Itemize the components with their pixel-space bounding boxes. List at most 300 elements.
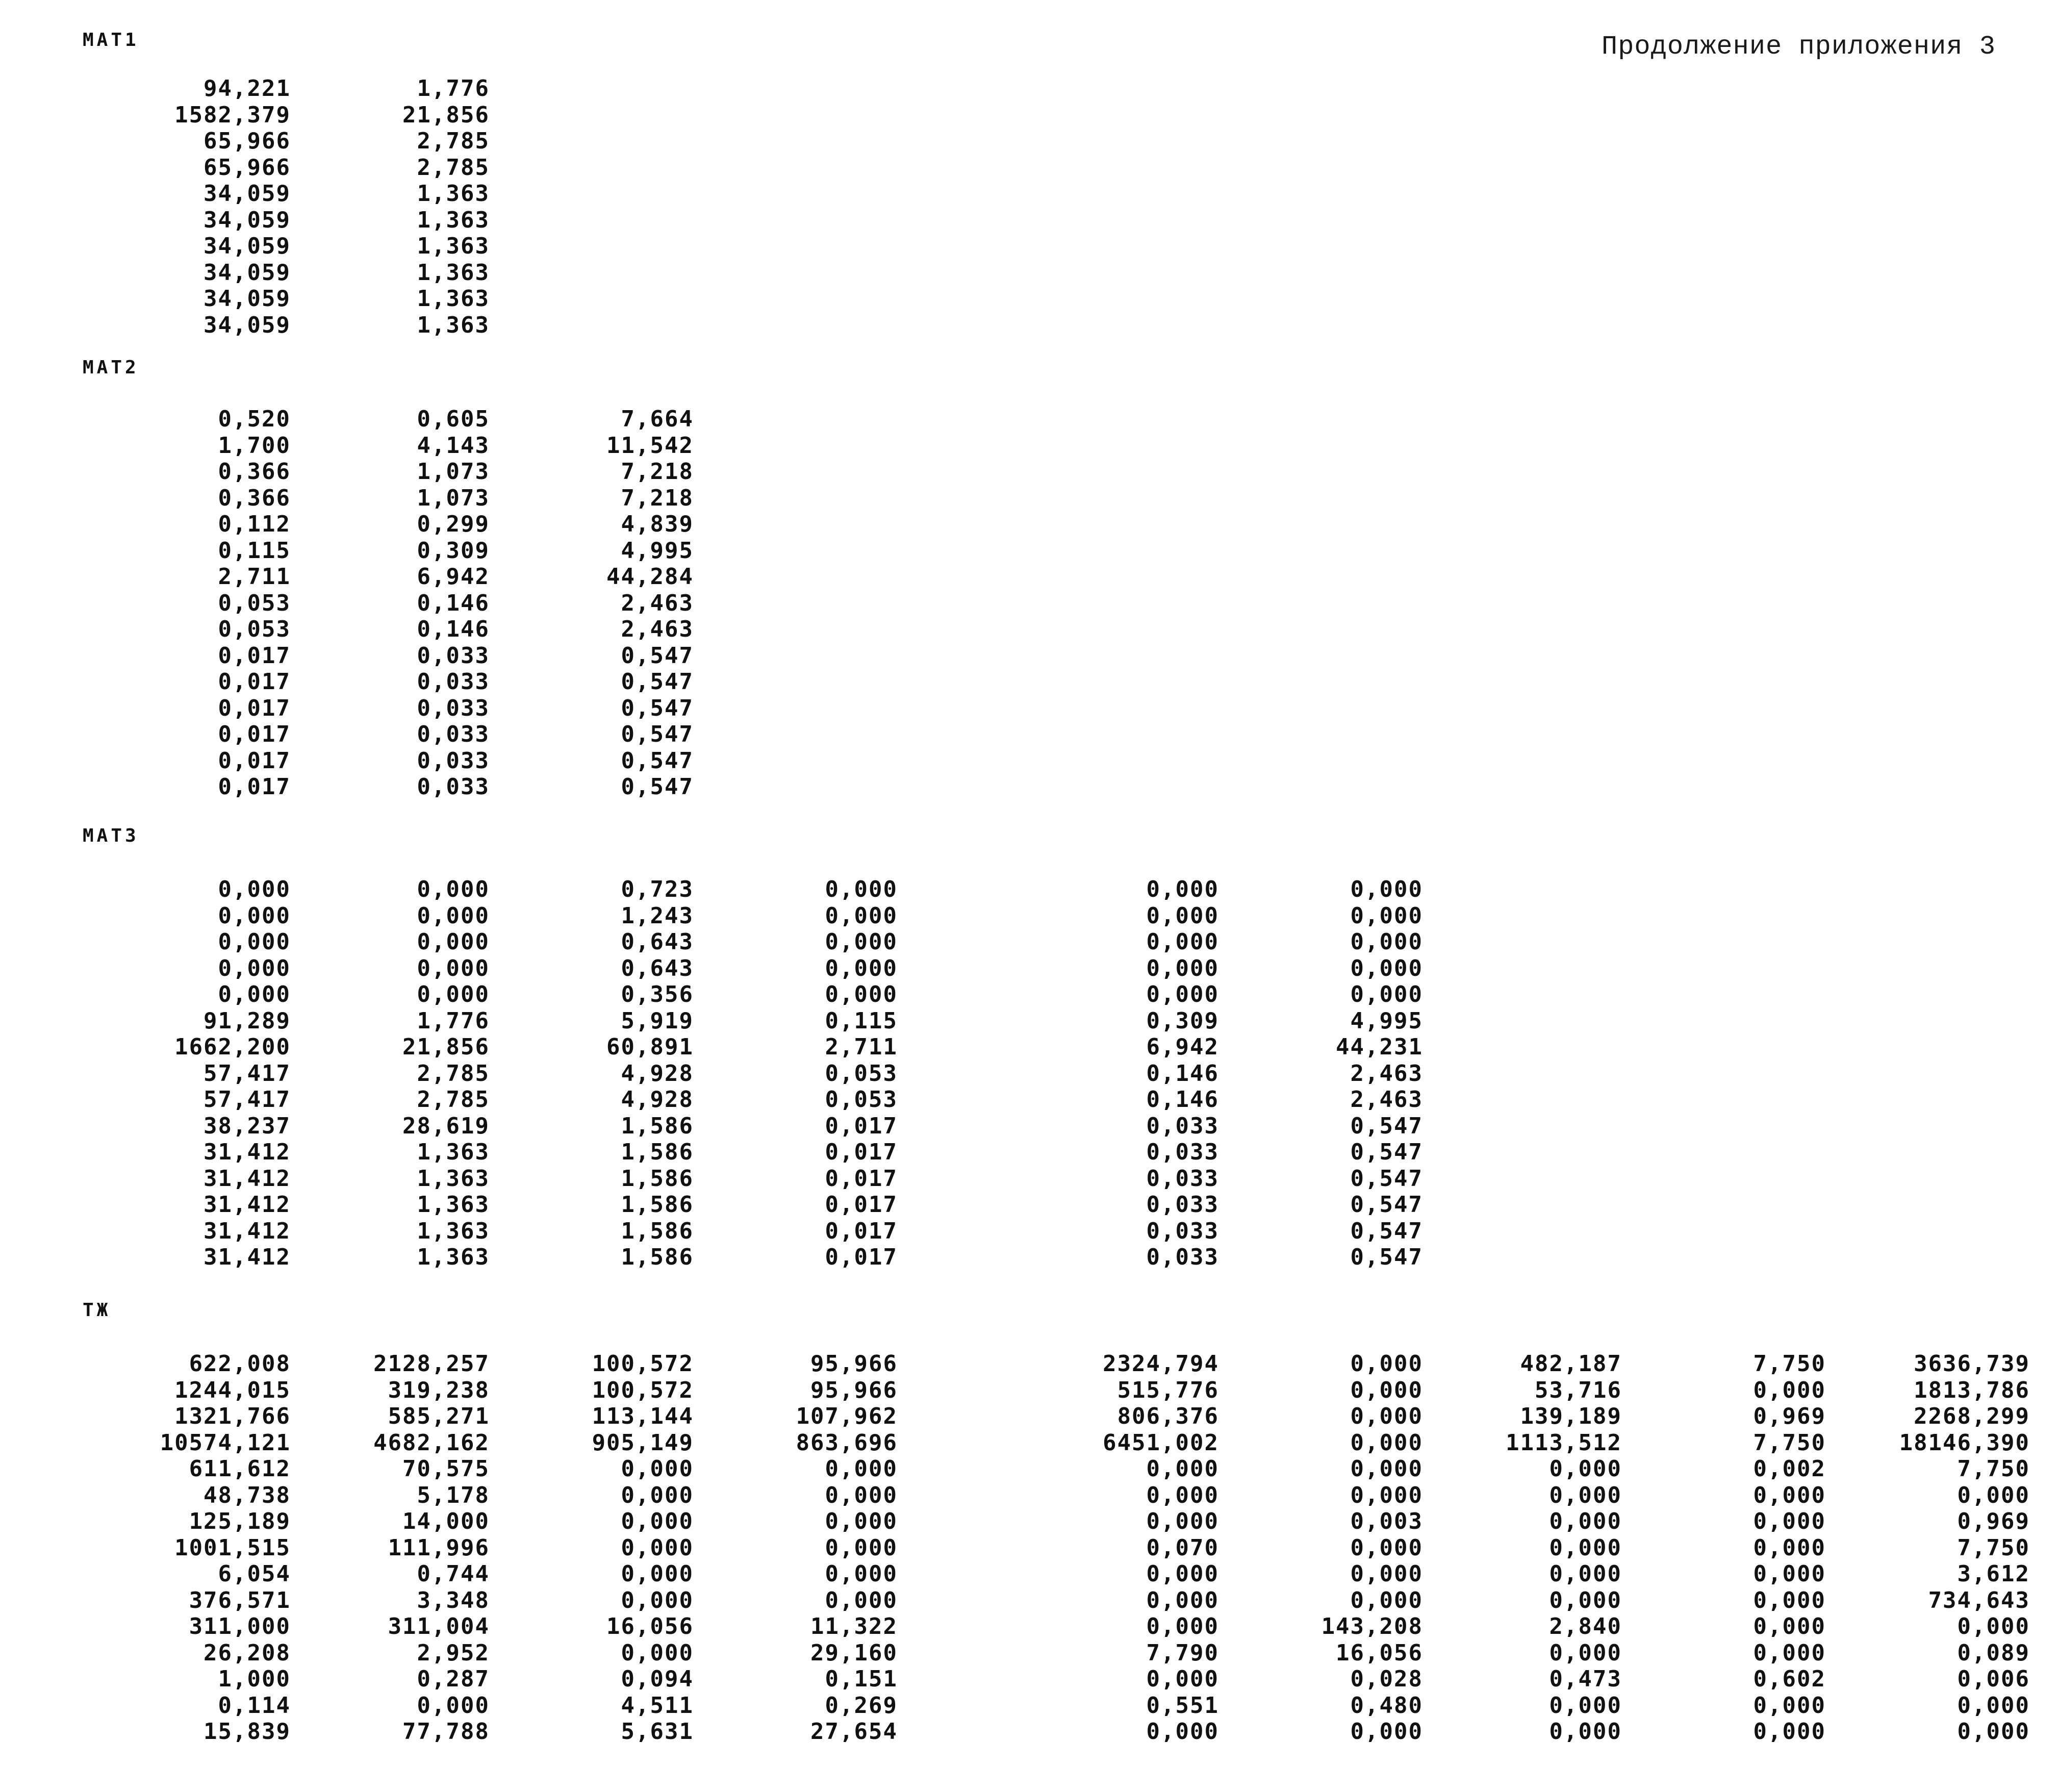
table-cell: 28,619 bbox=[402, 1113, 490, 1139]
table-cell: 4,928 bbox=[621, 1087, 694, 1113]
table-cell: 2,785 bbox=[417, 1060, 490, 1087]
table-row bbox=[0, 1666, 2059, 1693]
table-row bbox=[0, 459, 2059, 485]
table-cell: 1,776 bbox=[417, 1007, 490, 1034]
table-cell: 0,547 bbox=[1350, 1192, 1423, 1218]
table-cell: 100,572 bbox=[592, 1377, 694, 1403]
table-cell: 0,000 bbox=[1549, 1639, 1622, 1666]
table-cell: 6,054 bbox=[218, 1561, 291, 1587]
table-cell: 0,602 bbox=[1753, 1666, 1826, 1692]
table-cell: 0,112 bbox=[218, 511, 291, 537]
table-cell: 2,785 bbox=[417, 154, 490, 181]
table-cell: 311,000 bbox=[189, 1613, 291, 1639]
table-cell: 7,750 bbox=[1753, 1351, 1826, 1377]
table-cell: 1,363 bbox=[417, 1244, 490, 1270]
table-cell: 0,547 bbox=[1350, 1244, 1423, 1270]
table-cell: 0,000 bbox=[218, 955, 291, 981]
table-row bbox=[0, 1482, 2059, 1509]
table-row bbox=[0, 721, 2059, 748]
table-cell: 0,000 bbox=[1549, 1561, 1622, 1587]
table-cell: 0,000 bbox=[825, 876, 898, 902]
table-cell: 0,547 bbox=[1350, 1165, 1423, 1192]
table-cell: 0,006 bbox=[1957, 1666, 2030, 1692]
table-cell: 53,716 bbox=[1535, 1377, 1622, 1403]
table-cell: 16,056 bbox=[606, 1613, 694, 1639]
table-row bbox=[0, 75, 2059, 102]
table-cell: 376,571 bbox=[189, 1587, 291, 1613]
table-row bbox=[0, 260, 2059, 286]
table-cell: 48,738 bbox=[204, 1482, 291, 1508]
table-cell: 0,551 bbox=[1146, 1692, 1219, 1719]
table-cell: 0,547 bbox=[1350, 1218, 1423, 1244]
table-cell: 0,017 bbox=[218, 642, 291, 669]
table-row bbox=[0, 312, 2059, 339]
table-row bbox=[0, 1139, 2059, 1166]
table-cell: 0,000 bbox=[1146, 981, 1219, 1007]
table-cell: 31,412 bbox=[204, 1165, 291, 1192]
table-cell: 1,776 bbox=[417, 75, 490, 102]
table-mat3 bbox=[0, 876, 2059, 1271]
table-cell: 4,511 bbox=[621, 1692, 694, 1719]
table-cell: 16,056 bbox=[1336, 1639, 1423, 1666]
table-cell: 91,289 bbox=[204, 1007, 291, 1034]
table-cell: 4,995 bbox=[621, 537, 694, 564]
table-row bbox=[0, 511, 2059, 538]
table-cell: 14,000 bbox=[402, 1508, 490, 1534]
table-cell: 1582,379 bbox=[174, 102, 291, 128]
table-cell: 57,417 bbox=[204, 1060, 291, 1087]
table-cell: 0,053 bbox=[825, 1087, 898, 1113]
table-cell: 0,000 bbox=[1146, 1613, 1219, 1639]
table-cell: 1,363 bbox=[417, 1218, 490, 1244]
table-row bbox=[0, 155, 2059, 181]
table-cell: 0,000 bbox=[621, 1508, 694, 1534]
table-cell: 0,115 bbox=[825, 1007, 898, 1034]
table-cell: 4682,162 bbox=[373, 1429, 490, 1456]
table-cell: 0,366 bbox=[218, 485, 291, 511]
table-cell: 0,000 bbox=[1146, 902, 1219, 929]
table-row bbox=[0, 1351, 2059, 1377]
table-cell: 0,033 bbox=[417, 774, 490, 800]
table-cell: 0,000 bbox=[825, 1508, 898, 1534]
table-cell: 0,003 bbox=[1350, 1508, 1423, 1534]
table-cell: 27,654 bbox=[810, 1719, 898, 1745]
table-cell: 0,000 bbox=[1350, 1456, 1423, 1482]
table-cell: 0,366 bbox=[218, 459, 291, 485]
table-cell: 4,839 bbox=[621, 511, 694, 537]
table-cell: 0,000 bbox=[1350, 1561, 1423, 1587]
table-cell: 1,363 bbox=[417, 286, 490, 312]
table-cell: 0,000 bbox=[1753, 1719, 1826, 1745]
section-label-mat2: MAT2 bbox=[83, 357, 139, 378]
table-cell: 0,000 bbox=[621, 1561, 694, 1587]
table-row bbox=[0, 207, 2059, 234]
table-mat1 bbox=[0, 75, 2059, 338]
table-cell: 2,711 bbox=[825, 1034, 898, 1060]
table-cell: 0,000 bbox=[1549, 1534, 1622, 1561]
table-cell: 0,000 bbox=[1753, 1482, 1826, 1508]
table-row bbox=[0, 485, 2059, 512]
table-cell: 5,919 bbox=[621, 1007, 694, 1034]
table-cell: 0,053 bbox=[218, 590, 291, 616]
table-cell: 57,417 bbox=[204, 1087, 291, 1113]
table-cell: 806,376 bbox=[1117, 1403, 1219, 1429]
table-cell: 2,785 bbox=[417, 128, 490, 154]
table-cell: 0,643 bbox=[621, 929, 694, 955]
table-cell: 94,221 bbox=[204, 75, 291, 102]
table-cell: 622,008 bbox=[189, 1351, 291, 1377]
table-cell: 0,000 bbox=[621, 1534, 694, 1561]
table-cell: 44,284 bbox=[606, 564, 694, 590]
table-cell: 0,033 bbox=[417, 721, 490, 747]
table-cell: 0,000 bbox=[1146, 929, 1219, 955]
table-cell: 0,000 bbox=[1350, 1429, 1423, 1456]
table-cell: 15,839 bbox=[204, 1719, 291, 1745]
table-cell: 0,309 bbox=[417, 537, 490, 564]
table-cell: 0,000 bbox=[218, 981, 291, 1007]
table-cell: 0,033 bbox=[1146, 1218, 1219, 1244]
table-cell: 0,473 bbox=[1549, 1666, 1622, 1692]
table-cell: 7,790 bbox=[1146, 1639, 1219, 1666]
table-cell: 0,547 bbox=[1350, 1113, 1423, 1139]
table-cell: 26,208 bbox=[204, 1639, 291, 1666]
table-cell: 0,000 bbox=[218, 902, 291, 929]
table-row bbox=[0, 1034, 2059, 1061]
table-cell: 95,966 bbox=[810, 1377, 898, 1403]
table-cell: 0,000 bbox=[825, 1587, 898, 1613]
table-row bbox=[0, 1087, 2059, 1113]
table-cell: 0,000 bbox=[1753, 1692, 1826, 1719]
table-cell: 0,000 bbox=[621, 1587, 694, 1613]
table-cell: 0,643 bbox=[621, 955, 694, 981]
table-row bbox=[0, 955, 2059, 982]
table-cell: 0,000 bbox=[1350, 1351, 1423, 1377]
section-label-tzh: TЖ bbox=[83, 1300, 111, 1321]
table-cell: 0,017 bbox=[218, 669, 291, 695]
table-cell: 0,000 bbox=[825, 955, 898, 981]
table-cell: 3,348 bbox=[417, 1587, 490, 1613]
table-cell: 0,094 bbox=[621, 1666, 694, 1692]
table-cell: 29,160 bbox=[810, 1639, 898, 1666]
table-cell: 113,144 bbox=[592, 1403, 694, 1429]
table-row bbox=[0, 1719, 2059, 1745]
table-row bbox=[0, 748, 2059, 774]
table-cell: 0,070 bbox=[1146, 1534, 1219, 1561]
table-cell: 1,000 bbox=[218, 1666, 291, 1692]
table-cell: 34,059 bbox=[204, 286, 291, 312]
table-cell: 0,017 bbox=[825, 1139, 898, 1165]
table-cell: 21,856 bbox=[402, 1034, 490, 1060]
table-row bbox=[0, 1561, 2059, 1587]
table-cell: 0,017 bbox=[218, 747, 291, 774]
section-label-mat1: MAT1 bbox=[83, 30, 139, 51]
table-row bbox=[0, 181, 2059, 207]
table-cell: 0,017 bbox=[825, 1165, 898, 1192]
table-cell: 1,586 bbox=[621, 1139, 694, 1165]
section-label-mat3: MAT3 bbox=[83, 825, 139, 846]
table-cell: 0,000 bbox=[1350, 981, 1423, 1007]
table-cell: 0,000 bbox=[1753, 1639, 1826, 1666]
table-cell: 2,463 bbox=[1350, 1087, 1423, 1113]
table-row bbox=[0, 233, 2059, 260]
table-cell: 0,017 bbox=[218, 695, 291, 721]
table-cell: 0,309 bbox=[1146, 1007, 1219, 1034]
table-row bbox=[0, 538, 2059, 564]
table-cell: 1,586 bbox=[621, 1218, 694, 1244]
table-cell: 0,000 bbox=[417, 929, 490, 955]
table-cell: 65,966 bbox=[204, 128, 291, 154]
table-row bbox=[0, 1061, 2059, 1087]
table-row bbox=[0, 1508, 2059, 1535]
table-cell: 0,000 bbox=[1350, 955, 1423, 981]
table-cell: 0,000 bbox=[1549, 1719, 1622, 1745]
continuation-note: Продолжение приложения 3 bbox=[1602, 32, 1996, 62]
table-cell: 34,059 bbox=[204, 259, 291, 286]
table-cell: 3636,739 bbox=[1914, 1351, 2030, 1377]
table-cell: 111,996 bbox=[388, 1534, 490, 1561]
table-cell: 585,271 bbox=[388, 1403, 490, 1429]
table-cell: 0,000 bbox=[1350, 1719, 1423, 1745]
table-cell: 0,000 bbox=[621, 1482, 694, 1508]
table-cell: 1001,515 bbox=[174, 1534, 291, 1561]
table-row bbox=[0, 1377, 2059, 1404]
table-cell: 0,000 bbox=[1146, 1719, 1219, 1745]
table-cell: 5,178 bbox=[417, 1482, 490, 1508]
table-cell: 1,363 bbox=[417, 207, 490, 233]
table-row bbox=[0, 128, 2059, 155]
table-cell: 0,000 bbox=[417, 876, 490, 902]
table-cell: 0,053 bbox=[218, 616, 291, 642]
table-cell: 0,000 bbox=[825, 1456, 898, 1482]
table-cell: 863,696 bbox=[796, 1429, 898, 1456]
table-cell: 0,017 bbox=[825, 1218, 898, 1244]
table-cell: 0,146 bbox=[1146, 1060, 1219, 1087]
table-cell: 7,218 bbox=[621, 485, 694, 511]
table-cell: 0,000 bbox=[417, 981, 490, 1007]
table-row bbox=[0, 590, 2059, 617]
table-cell: 2,463 bbox=[621, 616, 694, 642]
table-cell: 0,000 bbox=[1549, 1587, 1622, 1613]
table-cell: 0,547 bbox=[621, 747, 694, 774]
table-cell: 0,480 bbox=[1350, 1692, 1423, 1719]
table-row bbox=[0, 1008, 2059, 1034]
table-row bbox=[0, 1587, 2059, 1614]
table-row bbox=[0, 1430, 2059, 1456]
table-cell: 0,000 bbox=[1146, 1587, 1219, 1613]
table-cell: 0,000 bbox=[1753, 1587, 1826, 1613]
table-cell: 6451,002 bbox=[1103, 1429, 1219, 1456]
table-cell: 0,969 bbox=[1753, 1403, 1826, 1429]
table-cell: 0,114 bbox=[218, 1692, 291, 1719]
table-cell: 31,412 bbox=[204, 1244, 291, 1270]
table-cell: 0,033 bbox=[417, 669, 490, 695]
table-row bbox=[0, 433, 2059, 459]
table-cell: 0,287 bbox=[417, 1666, 490, 1692]
table-cell: 100,572 bbox=[592, 1351, 694, 1377]
table-cell: 0,033 bbox=[1146, 1165, 1219, 1192]
table-row bbox=[0, 102, 2059, 129]
table-cell: 0,000 bbox=[1549, 1508, 1622, 1534]
table-cell: 0,017 bbox=[218, 721, 291, 747]
table-row bbox=[0, 1192, 2059, 1218]
table-cell: 2,463 bbox=[1350, 1060, 1423, 1087]
table-cell: 1,586 bbox=[621, 1113, 694, 1139]
table-cell: 0,520 bbox=[218, 406, 291, 432]
table-cell: 4,995 bbox=[1350, 1007, 1423, 1034]
table-cell: 0,033 bbox=[417, 642, 490, 669]
table-cell: 4,143 bbox=[417, 432, 490, 459]
table-row bbox=[0, 1693, 2059, 1719]
table-cell: 0,547 bbox=[621, 721, 694, 747]
table-cell: 1,363 bbox=[417, 312, 490, 338]
table-cell: 0,000 bbox=[417, 1692, 490, 1719]
table-cell: 0,000 bbox=[218, 876, 291, 902]
table-cell: 0,000 bbox=[825, 1561, 898, 1587]
table-cell: 0,000 bbox=[621, 1639, 694, 1666]
table-cell: 34,059 bbox=[204, 233, 291, 259]
table-cell: 31,412 bbox=[204, 1192, 291, 1218]
table-cell: 77,788 bbox=[402, 1719, 490, 1745]
table-cell: 7,750 bbox=[1957, 1534, 2030, 1561]
table-cell: 1,363 bbox=[417, 233, 490, 259]
table-cell: 0,000 bbox=[1753, 1508, 1826, 1534]
table-cell: 0,000 bbox=[1350, 1482, 1423, 1508]
table-cell: 4,928 bbox=[621, 1060, 694, 1087]
table-cell: 95,966 bbox=[810, 1351, 898, 1377]
table-row bbox=[0, 1535, 2059, 1561]
table-cell: 2,952 bbox=[417, 1639, 490, 1666]
table-cell: 0,033 bbox=[417, 747, 490, 774]
table-cell: 0,017 bbox=[825, 1192, 898, 1218]
table-cell: 0,000 bbox=[1146, 955, 1219, 981]
table-cell: 2,785 bbox=[417, 1087, 490, 1113]
table-cell: 0,017 bbox=[825, 1113, 898, 1139]
table-row bbox=[0, 406, 2059, 433]
table-cell: 1,700 bbox=[218, 432, 291, 459]
table-cell: 0,033 bbox=[417, 695, 490, 721]
table-cell: 0,000 bbox=[1350, 1534, 1423, 1561]
table-row bbox=[0, 1640, 2059, 1667]
table-cell: 143,208 bbox=[1321, 1613, 1423, 1639]
table-tzh bbox=[0, 1351, 2059, 1745]
table-cell: 1244,015 bbox=[174, 1377, 291, 1403]
table-cell: 0,000 bbox=[218, 929, 291, 955]
table-cell: 905,149 bbox=[592, 1429, 694, 1456]
table-cell: 0,000 bbox=[1146, 1508, 1219, 1534]
table-cell: 0,000 bbox=[1549, 1456, 1622, 1482]
table-cell: 0,744 bbox=[417, 1561, 490, 1587]
table-cell: 0,000 bbox=[621, 1456, 694, 1482]
table-cell: 0,000 bbox=[1753, 1377, 1826, 1403]
table-cell: 0,723 bbox=[621, 876, 694, 902]
table-cell: 0,000 bbox=[1753, 1534, 1826, 1561]
table-cell: 0,547 bbox=[621, 774, 694, 800]
table-cell: 34,059 bbox=[204, 181, 291, 207]
table-cell: 482,187 bbox=[1520, 1351, 1622, 1377]
table-row bbox=[0, 669, 2059, 695]
table-cell: 65,966 bbox=[204, 154, 291, 181]
table-row bbox=[0, 1218, 2059, 1245]
table-cell: 0,000 bbox=[1549, 1482, 1622, 1508]
table-cell: 1,586 bbox=[621, 1165, 694, 1192]
table-cell: 2,711 bbox=[218, 564, 291, 590]
table-cell: 0,000 bbox=[1350, 1587, 1423, 1613]
table-cell: 18146,390 bbox=[1899, 1429, 2030, 1456]
table-cell: 125,189 bbox=[189, 1508, 291, 1534]
table-cell: 6,942 bbox=[417, 564, 490, 590]
table-cell: 0,547 bbox=[621, 695, 694, 721]
table-cell: 44,231 bbox=[1336, 1034, 1423, 1060]
table-cell: 0,000 bbox=[825, 1482, 898, 1508]
table-row bbox=[0, 774, 2059, 800]
table-cell: 1,586 bbox=[621, 1244, 694, 1270]
table-cell: 7,218 bbox=[621, 459, 694, 485]
table-cell: 0,002 bbox=[1753, 1456, 1826, 1482]
table-cell: 70,575 bbox=[402, 1456, 490, 1482]
table-cell: 319,238 bbox=[388, 1377, 490, 1403]
table-cell: 0,605 bbox=[417, 406, 490, 432]
table-cell: 1,363 bbox=[417, 1165, 490, 1192]
table-cell: 0,089 bbox=[1957, 1639, 2030, 1666]
table-cell: 0,000 bbox=[1753, 1613, 1826, 1639]
table-cell: 11,542 bbox=[606, 432, 694, 459]
table-cell: 0,000 bbox=[1350, 876, 1423, 902]
table-cell: 0,000 bbox=[1957, 1613, 2030, 1639]
table-cell: 0,969 bbox=[1957, 1508, 2030, 1534]
table-cell: 1,363 bbox=[417, 1139, 490, 1165]
table-cell: 1,363 bbox=[417, 1192, 490, 1218]
table-cell: 107,962 bbox=[796, 1403, 898, 1429]
table-cell: 0,000 bbox=[1350, 929, 1423, 955]
table-row bbox=[0, 564, 2059, 590]
table-cell: 0,033 bbox=[1146, 1244, 1219, 1270]
table-cell: 0,146 bbox=[417, 616, 490, 642]
table-cell: 311,004 bbox=[388, 1613, 490, 1639]
table-row bbox=[0, 616, 2059, 643]
table-row bbox=[0, 1613, 2059, 1640]
table-cell: 0,033 bbox=[1146, 1113, 1219, 1139]
table-cell: 0,146 bbox=[1146, 1087, 1219, 1113]
table-cell: 1,073 bbox=[417, 459, 490, 485]
table-row bbox=[0, 1403, 2059, 1430]
table-cell: 0,000 bbox=[417, 902, 490, 929]
table-cell: 0,033 bbox=[1146, 1139, 1219, 1165]
table-row bbox=[0, 929, 2059, 955]
table-cell: 0,000 bbox=[1146, 1456, 1219, 1482]
table-cell: 1321,766 bbox=[174, 1403, 291, 1429]
table-row bbox=[0, 903, 2059, 929]
table-cell: 0,000 bbox=[825, 929, 898, 955]
table-cell: 1,243 bbox=[621, 902, 694, 929]
table-cell: 0,000 bbox=[825, 1534, 898, 1561]
table-cell: 2,463 bbox=[621, 590, 694, 616]
table-cell: 0,000 bbox=[1753, 1561, 1826, 1587]
table-row bbox=[0, 1456, 2059, 1482]
table-row bbox=[0, 643, 2059, 669]
table-row bbox=[0, 695, 2059, 722]
table-cell: 11,322 bbox=[810, 1613, 898, 1639]
table-cell: 0,115 bbox=[218, 537, 291, 564]
table-cell: 7,664 bbox=[621, 406, 694, 432]
table-cell: 0,000 bbox=[1146, 876, 1219, 902]
table-cell: 0,033 bbox=[1146, 1192, 1219, 1218]
table-cell: 0,000 bbox=[1350, 902, 1423, 929]
table-cell: 0,356 bbox=[621, 981, 694, 1007]
table-row bbox=[0, 1113, 2059, 1140]
table-cell: 0,000 bbox=[1350, 1377, 1423, 1403]
table-cell: 1813,786 bbox=[1914, 1377, 2030, 1403]
table-row bbox=[0, 1166, 2059, 1192]
